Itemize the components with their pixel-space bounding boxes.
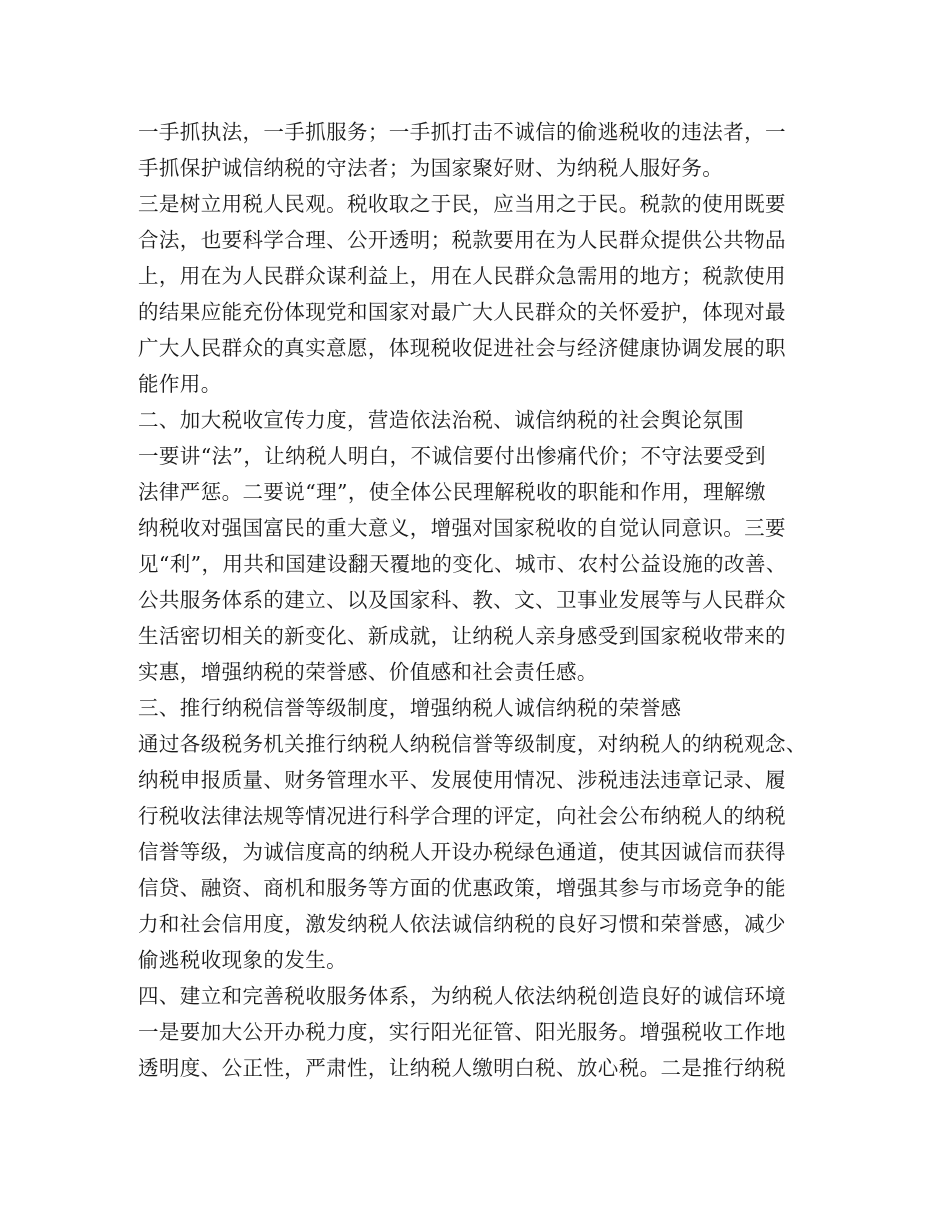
text-line: 偷逃税收现象的发生。 (138, 948, 347, 972)
text-line: 手抓保护诚信纳税的守法者；为国家聚好财、为纳税人服好务。 (138, 156, 724, 180)
text-line: 见“利”，用共和国建设翻天覆地的变化、城市、农村公益设施的改善、 (138, 552, 787, 576)
text-line: 合法，也要科学合理、公开透明；税款要用在为人民群众提供公共物品 (138, 228, 786, 252)
text-line: 一是要加大公开办税力度，实行阳光征管、阳光服务。增强税收工作地 (138, 1020, 786, 1044)
section-heading: 二、加大税收宣传力度，营造依法治税、诚信纳税的社会舆论氛围 (138, 408, 745, 432)
text-line: 透明度、公正性，严肃性，让纳税人缴明白税、放心税。二是推行纳税 (138, 1056, 786, 1080)
text-line: 行税收法律法规等情况进行科学合理的评定，向社会公布纳税人的纳税 (138, 804, 786, 828)
text-line: 公共服务体系的建立、以及国家科、教、文、卫事业发展等与人民群众 (138, 588, 786, 612)
text-line: 信誉等级，为诚信度高的纳税人开设办税绿色通道，使其因诚信而获得 (138, 840, 786, 864)
text-line: 生活密切相关的新变化、新成就，让纳税人亲身感受到国家税收带来的 (138, 624, 786, 648)
text-line: 广大人民群众的真实意愿，体现税收促进社会与经济健康协调发展的职 (138, 336, 786, 360)
text-line: 通过各级税务机关推行纳税人纳税信誉等级制度，对纳税人的纳税观念、 (138, 732, 807, 756)
text-line: 力和社会信用度，激发纳税人依法诚信纳税的良好习惯和荣誉感，减少 (138, 912, 786, 936)
text-line: 信贷、融资、商机和服务等方面的优惠政策，增强其参与市场竞争的能 (138, 876, 786, 900)
document-body (138, 114, 838, 1086)
section-heading: 三、推行纳税信誉等级制度，增强纳税人诚信纳税的荣誉感 (138, 696, 682, 720)
text-line: 一手抓执法，一手抓服务；一手抓打击不诚信的偷逃税收的违法者，一 (138, 120, 786, 144)
text-line: 能作用。 (138, 372, 222, 396)
section-heading: 四、建立和完善税收服务体系，为纳税人依法纳税创造良好的诚信环境 (138, 984, 786, 1008)
text-line: 的结果应能充份体现党和国家对最广大人民群众的关怀爱护，体现对最 (138, 300, 786, 324)
text-line: 法律严惩。二要说“理”，使全体公民理解税收的职能和作用，理解缴 (138, 480, 766, 504)
text-line: 一要讲“法”，让纳税人明白，不诚信要付出惨痛代价；不守法要受到 (138, 444, 766, 468)
text-line: 纳税收对强国富民的重大意义，增强对国家税收的自觉认同意识。三要 (138, 516, 786, 540)
text-line: 纳税申报质量、财务管理水平、发展使用情况、涉税违法违章记录、履 (138, 768, 786, 792)
text-line: 三是树立用税人民观。税收取之于民，应当用之于民。税款的使用既要 (138, 192, 786, 216)
text-line: 上，用在为人民群众谋利益上，用在人民群众急需用的地方；税款使用 (138, 264, 786, 288)
text-line: 实惠，增强纳税的荣誉感、价值感和社会责任感。 (138, 660, 598, 684)
